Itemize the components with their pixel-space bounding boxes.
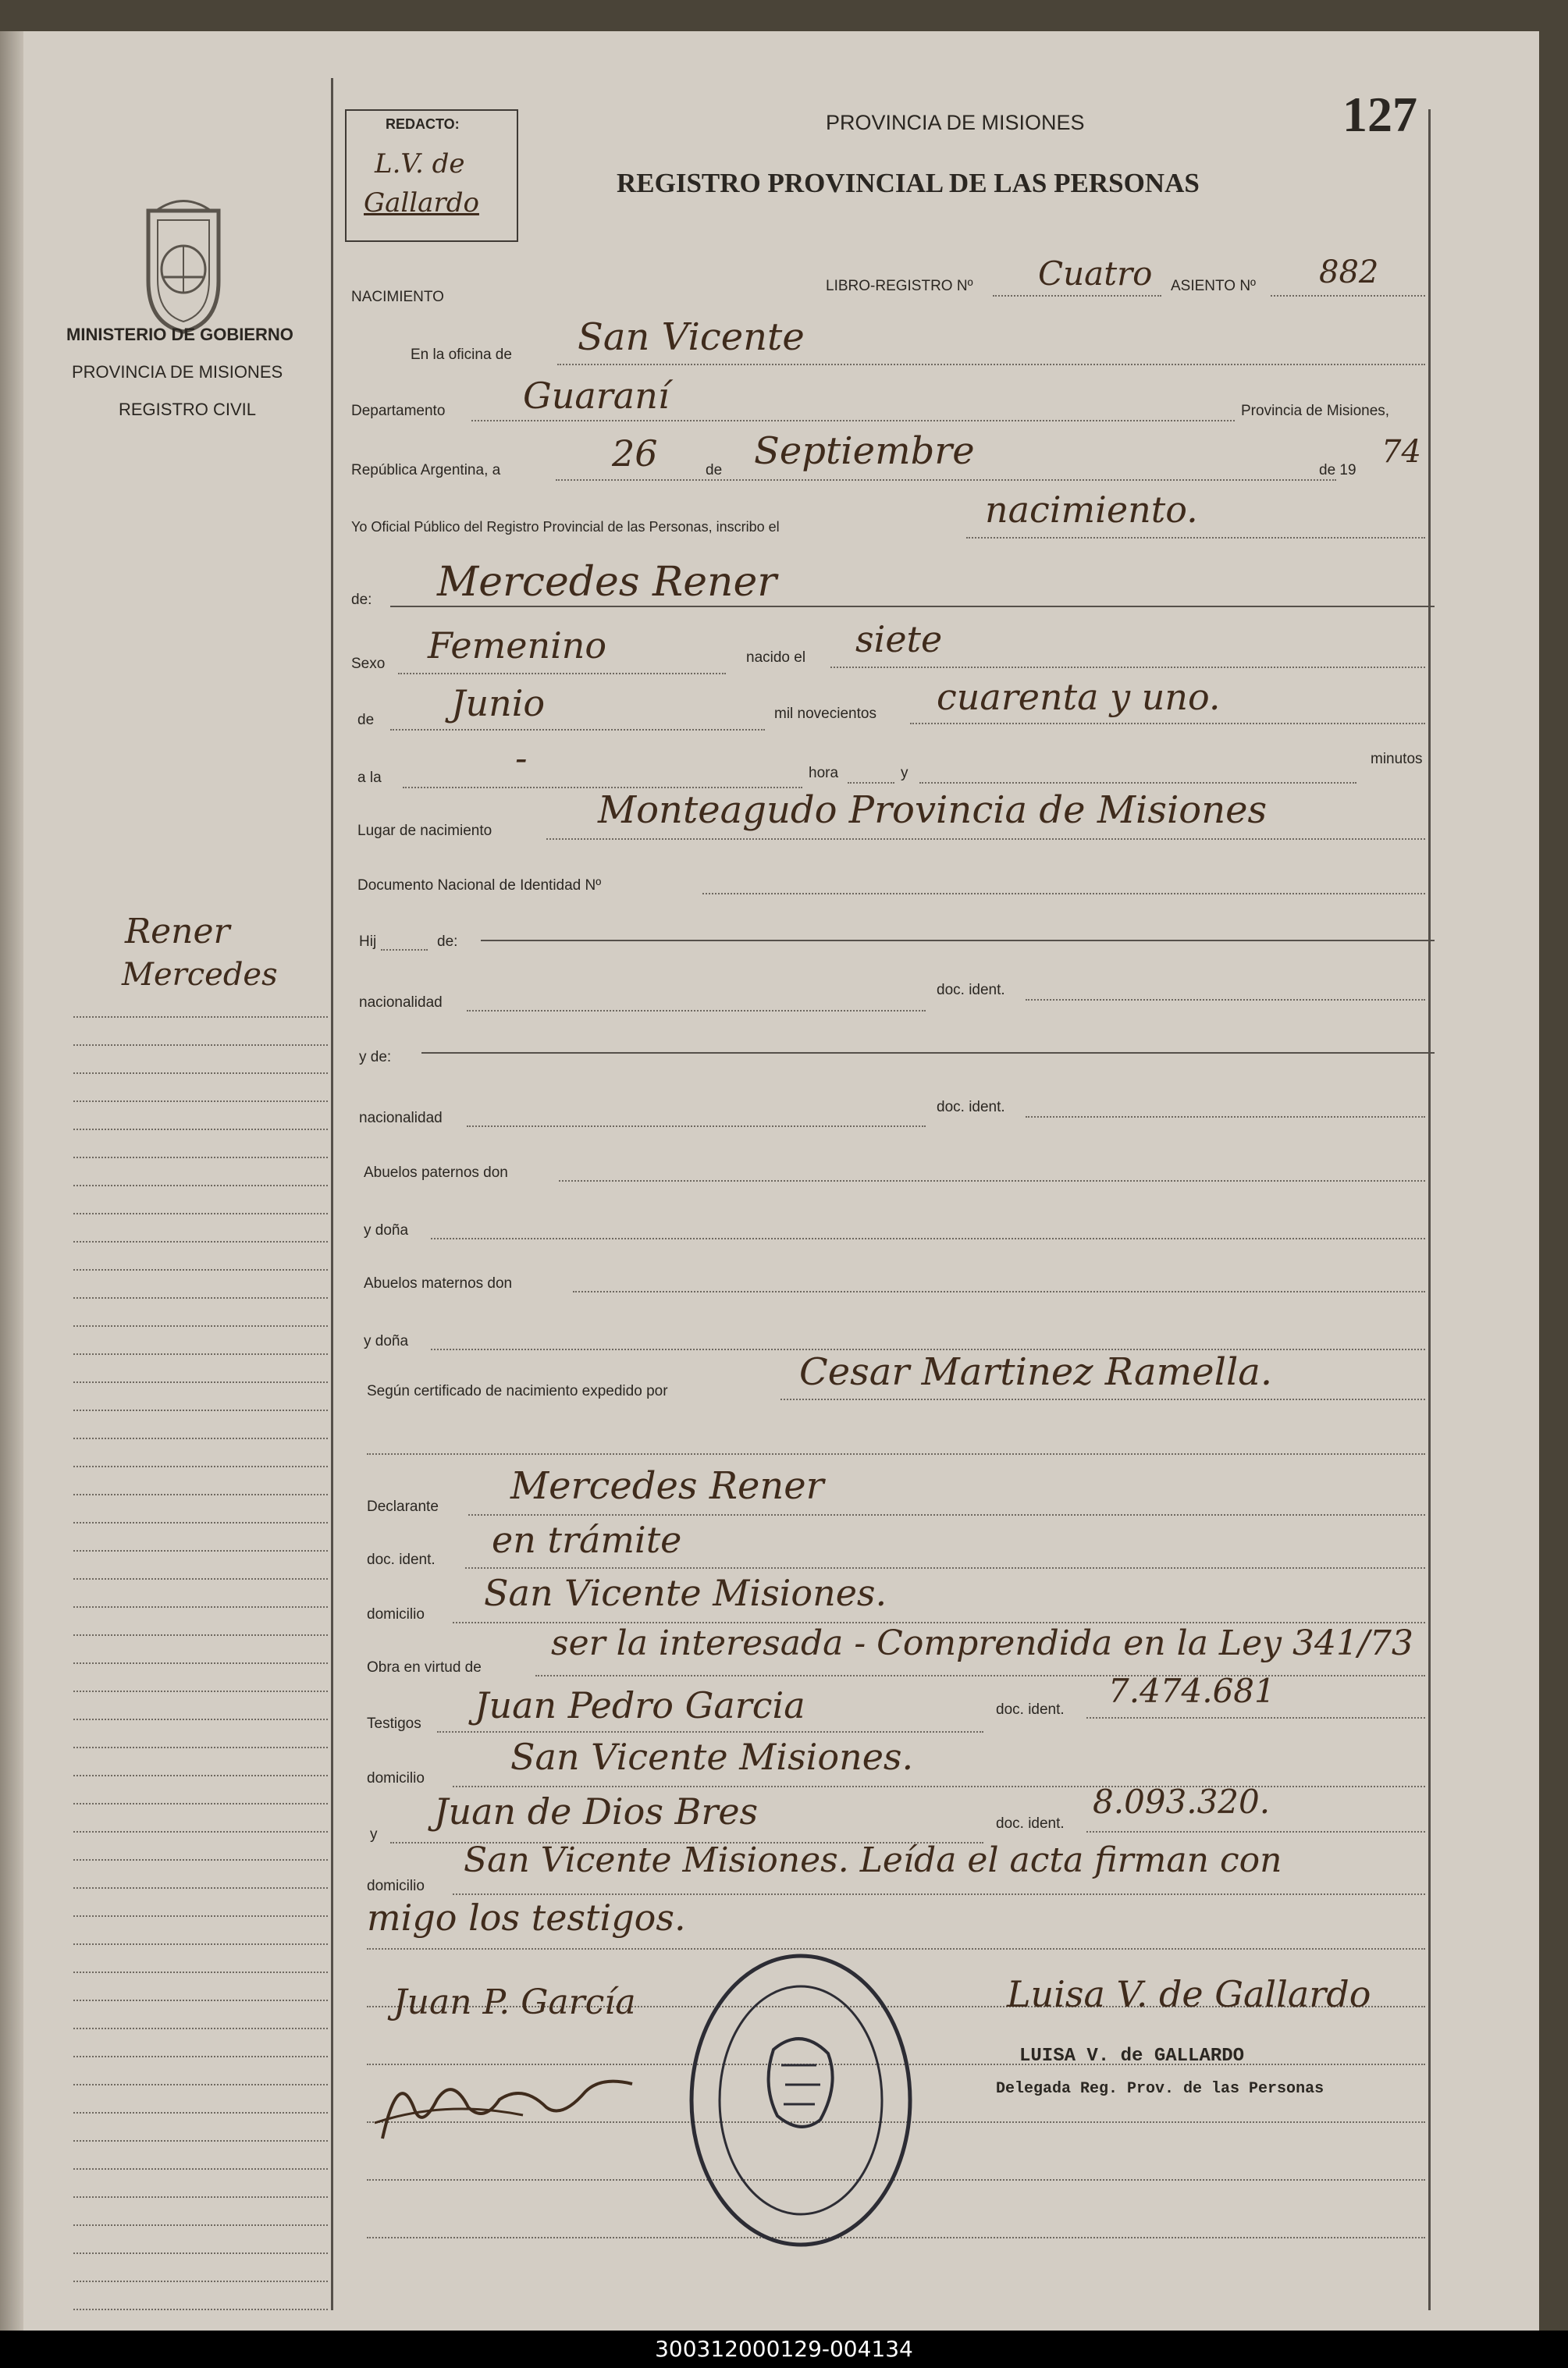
sidebar-rule bbox=[73, 1634, 328, 1636]
persona-value: Mercedes Rener bbox=[437, 559, 777, 606]
sidebar-rule bbox=[73, 2281, 328, 2282]
lugar-label: Lugar de nacimiento bbox=[357, 823, 492, 839]
departamento-value: Guaraní bbox=[523, 375, 670, 417]
sidebar-rule bbox=[73, 1241, 328, 1243]
asiento-label: ASIENTO Nº bbox=[1171, 278, 1256, 294]
decl-domicilio-value: San Vicente Misiones. bbox=[484, 1572, 887, 1614]
certificado-label: Según certificado de nacimiento expedido por bbox=[367, 1383, 668, 1399]
sidebar-rule bbox=[73, 1072, 328, 1074]
sidebar-rule bbox=[73, 1550, 328, 1552]
sidebar-rule bbox=[73, 1100, 328, 1102]
libro-label: LIBRO-REGISTRO Nº bbox=[826, 278, 973, 294]
redacto-box bbox=[345, 109, 518, 242]
y-dona-1-label: y doña bbox=[364, 1222, 409, 1239]
nacido-value: siete bbox=[855, 618, 943, 660]
sidebar-rule bbox=[73, 1972, 328, 1973]
decl-doc-label: doc. ident. bbox=[367, 1552, 436, 1568]
sidebar-rule bbox=[73, 1662, 328, 1664]
declarante-label: Declarante bbox=[367, 1499, 439, 1515]
obra-value: ser la interesada - Comprendida en la Ley 341/73 bbox=[551, 1623, 1413, 1663]
testigo1-value: Juan Pedro Garcia bbox=[475, 1684, 805, 1726]
lugar-value: Monteagudo Provincia de Misiones bbox=[598, 788, 1268, 832]
hij-label: Hij bbox=[359, 933, 377, 950]
dia-value: 26 bbox=[612, 432, 658, 475]
y-label: y bbox=[901, 765, 908, 781]
a-la-label: a la bbox=[357, 770, 382, 786]
sidebar-rule bbox=[73, 2112, 328, 2114]
anio-nac-value: cuarenta y uno. bbox=[937, 676, 1221, 718]
official-name: LUISA V. de GALLARDO bbox=[1019, 2046, 1245, 2067]
sidebar-rule bbox=[73, 1831, 328, 1833]
sidebar-rule bbox=[73, 1494, 328, 1495]
sidebar-rule bbox=[73, 2000, 328, 2001]
closing-text: migo los testigos. bbox=[367, 1897, 686, 1939]
margin-divider bbox=[331, 78, 333, 2310]
sidebar-rule bbox=[73, 2028, 328, 2029]
sidebar-rule bbox=[73, 1719, 328, 1720]
de2-label: de bbox=[357, 712, 375, 728]
nacido-label: nacido el bbox=[746, 649, 806, 666]
sidebar-rule bbox=[73, 1915, 328, 1917]
testigo1-doc-label: doc. ident. bbox=[996, 1701, 1065, 1718]
doc-ident-1-label: doc. ident. bbox=[937, 982, 1005, 998]
certificado-value: Cesar Martinez Ramella. bbox=[799, 1350, 1273, 1394]
mes-value: Septiembre bbox=[754, 429, 975, 473]
sidebar-rule bbox=[73, 1213, 328, 1214]
margin-given-name: Mercedes bbox=[122, 957, 278, 993]
testigo1-doc-value: 7.474.681 bbox=[1108, 1672, 1275, 1710]
sidebar-ministry: MINISTERIO DE GOBIERNO bbox=[66, 325, 293, 344]
asiento-value: 882 bbox=[1319, 254, 1379, 290]
obra-label: Obra en virtud de bbox=[367, 1659, 482, 1676]
province-seal-icon bbox=[125, 187, 242, 336]
hora-label: hora bbox=[809, 765, 839, 781]
witness2-signature-icon bbox=[367, 2053, 648, 2154]
sidebar-rule bbox=[73, 2309, 328, 2310]
decl-domicilio-label: domicilio bbox=[367, 1606, 425, 1623]
testigo2-doc-value: 8.093.320. bbox=[1093, 1783, 1271, 1821]
sidebar-rule bbox=[73, 2084, 328, 2085]
departamento-label: Departamento bbox=[351, 403, 446, 419]
witness1-signature: Juan P. García bbox=[393, 1982, 636, 2022]
testigo1-domicilio-value: San Vicente Misiones. bbox=[510, 1736, 914, 1778]
mil-novecientos-label: mil novecientos bbox=[774, 706, 876, 722]
sidebar-rule bbox=[73, 1044, 328, 1046]
registry-stamp-icon bbox=[684, 1948, 918, 2252]
redacto-value-1: L.V. de bbox=[375, 148, 465, 180]
sidebar-rule bbox=[73, 1297, 328, 1299]
registry-title: REGISTRO PROVINCIAL DE LAS PERSONAS bbox=[617, 168, 1200, 198]
testigo2-value: Juan de Dios Bres bbox=[434, 1790, 759, 1833]
testigo2-y-label: y bbox=[370, 1826, 378, 1843]
hij-de-label: de: bbox=[437, 933, 458, 950]
sidebar-rule bbox=[73, 1747, 328, 1748]
sidebar-rule bbox=[73, 1466, 328, 1467]
sidebar-rule bbox=[73, 2140, 328, 2142]
sidebar-rule bbox=[73, 1859, 328, 1861]
oficina-value: San Vicente bbox=[578, 315, 805, 359]
book-binding bbox=[0, 31, 23, 2331]
sidebar-rule bbox=[73, 2252, 328, 2254]
libro-value: Cuatro bbox=[1038, 254, 1153, 293]
sexo-value: Femenino bbox=[428, 624, 607, 667]
official-title: Delegada Reg. Prov. de las Personas bbox=[996, 2080, 1324, 2098]
inscribo-value: nacimiento. bbox=[985, 489, 1198, 531]
sidebar-rule bbox=[73, 2056, 328, 2057]
sidebar-rule bbox=[73, 1129, 328, 1130]
anio-value: 74 bbox=[1381, 434, 1421, 470]
hora-value: - bbox=[515, 737, 528, 779]
dni-label: Documento Nacional de Identidad Nº bbox=[357, 877, 602, 894]
testigo2-domicilio-label: domicilio bbox=[367, 1878, 425, 1894]
de-label: de bbox=[706, 462, 723, 478]
sidebar-rule bbox=[73, 2168, 328, 2170]
minutos-label: minutos bbox=[1371, 751, 1423, 767]
sidebar-rule bbox=[73, 1943, 328, 1945]
redacto-label: REDACTO: bbox=[386, 116, 460, 132]
de-persona-label: de: bbox=[351, 592, 372, 608]
sidebar-rule bbox=[73, 2224, 328, 2226]
y-de-label: y de: bbox=[359, 1049, 392, 1065]
margin-surname: Rener bbox=[125, 912, 230, 951]
provincia-label: Provincia de Misiones, bbox=[1241, 403, 1390, 419]
sidebar-rule bbox=[73, 1522, 328, 1524]
republica-label: República Argentina, a bbox=[351, 462, 501, 478]
decl-doc-value: en trámite bbox=[492, 1519, 682, 1561]
sidebar-rule bbox=[73, 1381, 328, 1383]
sidebar-rule bbox=[73, 1269, 328, 1271]
sexo-label: Sexo bbox=[351, 656, 386, 672]
sidebar-rule bbox=[73, 1325, 328, 1327]
sidebar-rule bbox=[73, 1606, 328, 1608]
sidebar-registry: REGISTRO CIVIL bbox=[119, 400, 257, 419]
sidebar-rule bbox=[73, 1353, 328, 1355]
sidebar-rule bbox=[73, 1016, 328, 1018]
sidebar-rule bbox=[73, 2196, 328, 2198]
province-title: PROVINCIA DE MISIONES bbox=[826, 111, 1085, 134]
testigo2-domicilio-value: San Vicente Misiones. Leída el acta firman con bbox=[464, 1840, 1282, 1880]
archive-caption: 300312000129-004134 bbox=[0, 2331, 1568, 2368]
inscribo-label: Yo Oficial Público del Registro Provincial de las Personas, inscribo el bbox=[351, 519, 780, 535]
sidebar-rule bbox=[73, 1578, 328, 1580]
sidebar-rule bbox=[73, 1157, 328, 1158]
sidebar-rule bbox=[73, 1410, 328, 1411]
sidebar-rule bbox=[73, 1887, 328, 1889]
abuelos-paternos-label: Abuelos paternos don bbox=[364, 1164, 508, 1181]
y-dona-2-label: y doña bbox=[364, 1333, 409, 1349]
sidebar-rule bbox=[73, 1185, 328, 1186]
sidebar-province: PROVINCIA DE MISIONES bbox=[72, 362, 283, 382]
certificate-page bbox=[0, 31, 1539, 2331]
abuelos-maternos-label: Abuelos maternos don bbox=[364, 1275, 513, 1292]
doc-ident-2-label: doc. ident. bbox=[937, 1099, 1005, 1115]
folio-number: 127 bbox=[1342, 87, 1417, 142]
sidebar-rule bbox=[73, 1775, 328, 1776]
testigos-label: Testigos bbox=[367, 1716, 421, 1732]
nacimiento-label: NACIMIENTO bbox=[351, 289, 444, 305]
right-frame-line bbox=[1428, 109, 1431, 2310]
anio-label: de 19 bbox=[1319, 462, 1356, 478]
nacionalidad-2-label: nacionalidad bbox=[359, 1110, 443, 1126]
declarante-value: Mercedes Rener bbox=[510, 1464, 824, 1508]
redacto-value-2: Gallardo bbox=[364, 187, 479, 219]
sidebar-rule bbox=[73, 1803, 328, 1804]
oficina-label: En la oficina de bbox=[411, 347, 512, 363]
official-signature: Luisa V. de Gallardo bbox=[1007, 1973, 1371, 2015]
testigo2-doc-label: doc. ident. bbox=[996, 1815, 1065, 1832]
sidebar-rule bbox=[73, 1438, 328, 1439]
mes-nac-value: Junio bbox=[451, 682, 546, 724]
sidebar-rule bbox=[73, 1691, 328, 1692]
testigo1-domicilio-label: domicilio bbox=[367, 1770, 425, 1787]
nacionalidad-1-label: nacionalidad bbox=[359, 994, 443, 1011]
